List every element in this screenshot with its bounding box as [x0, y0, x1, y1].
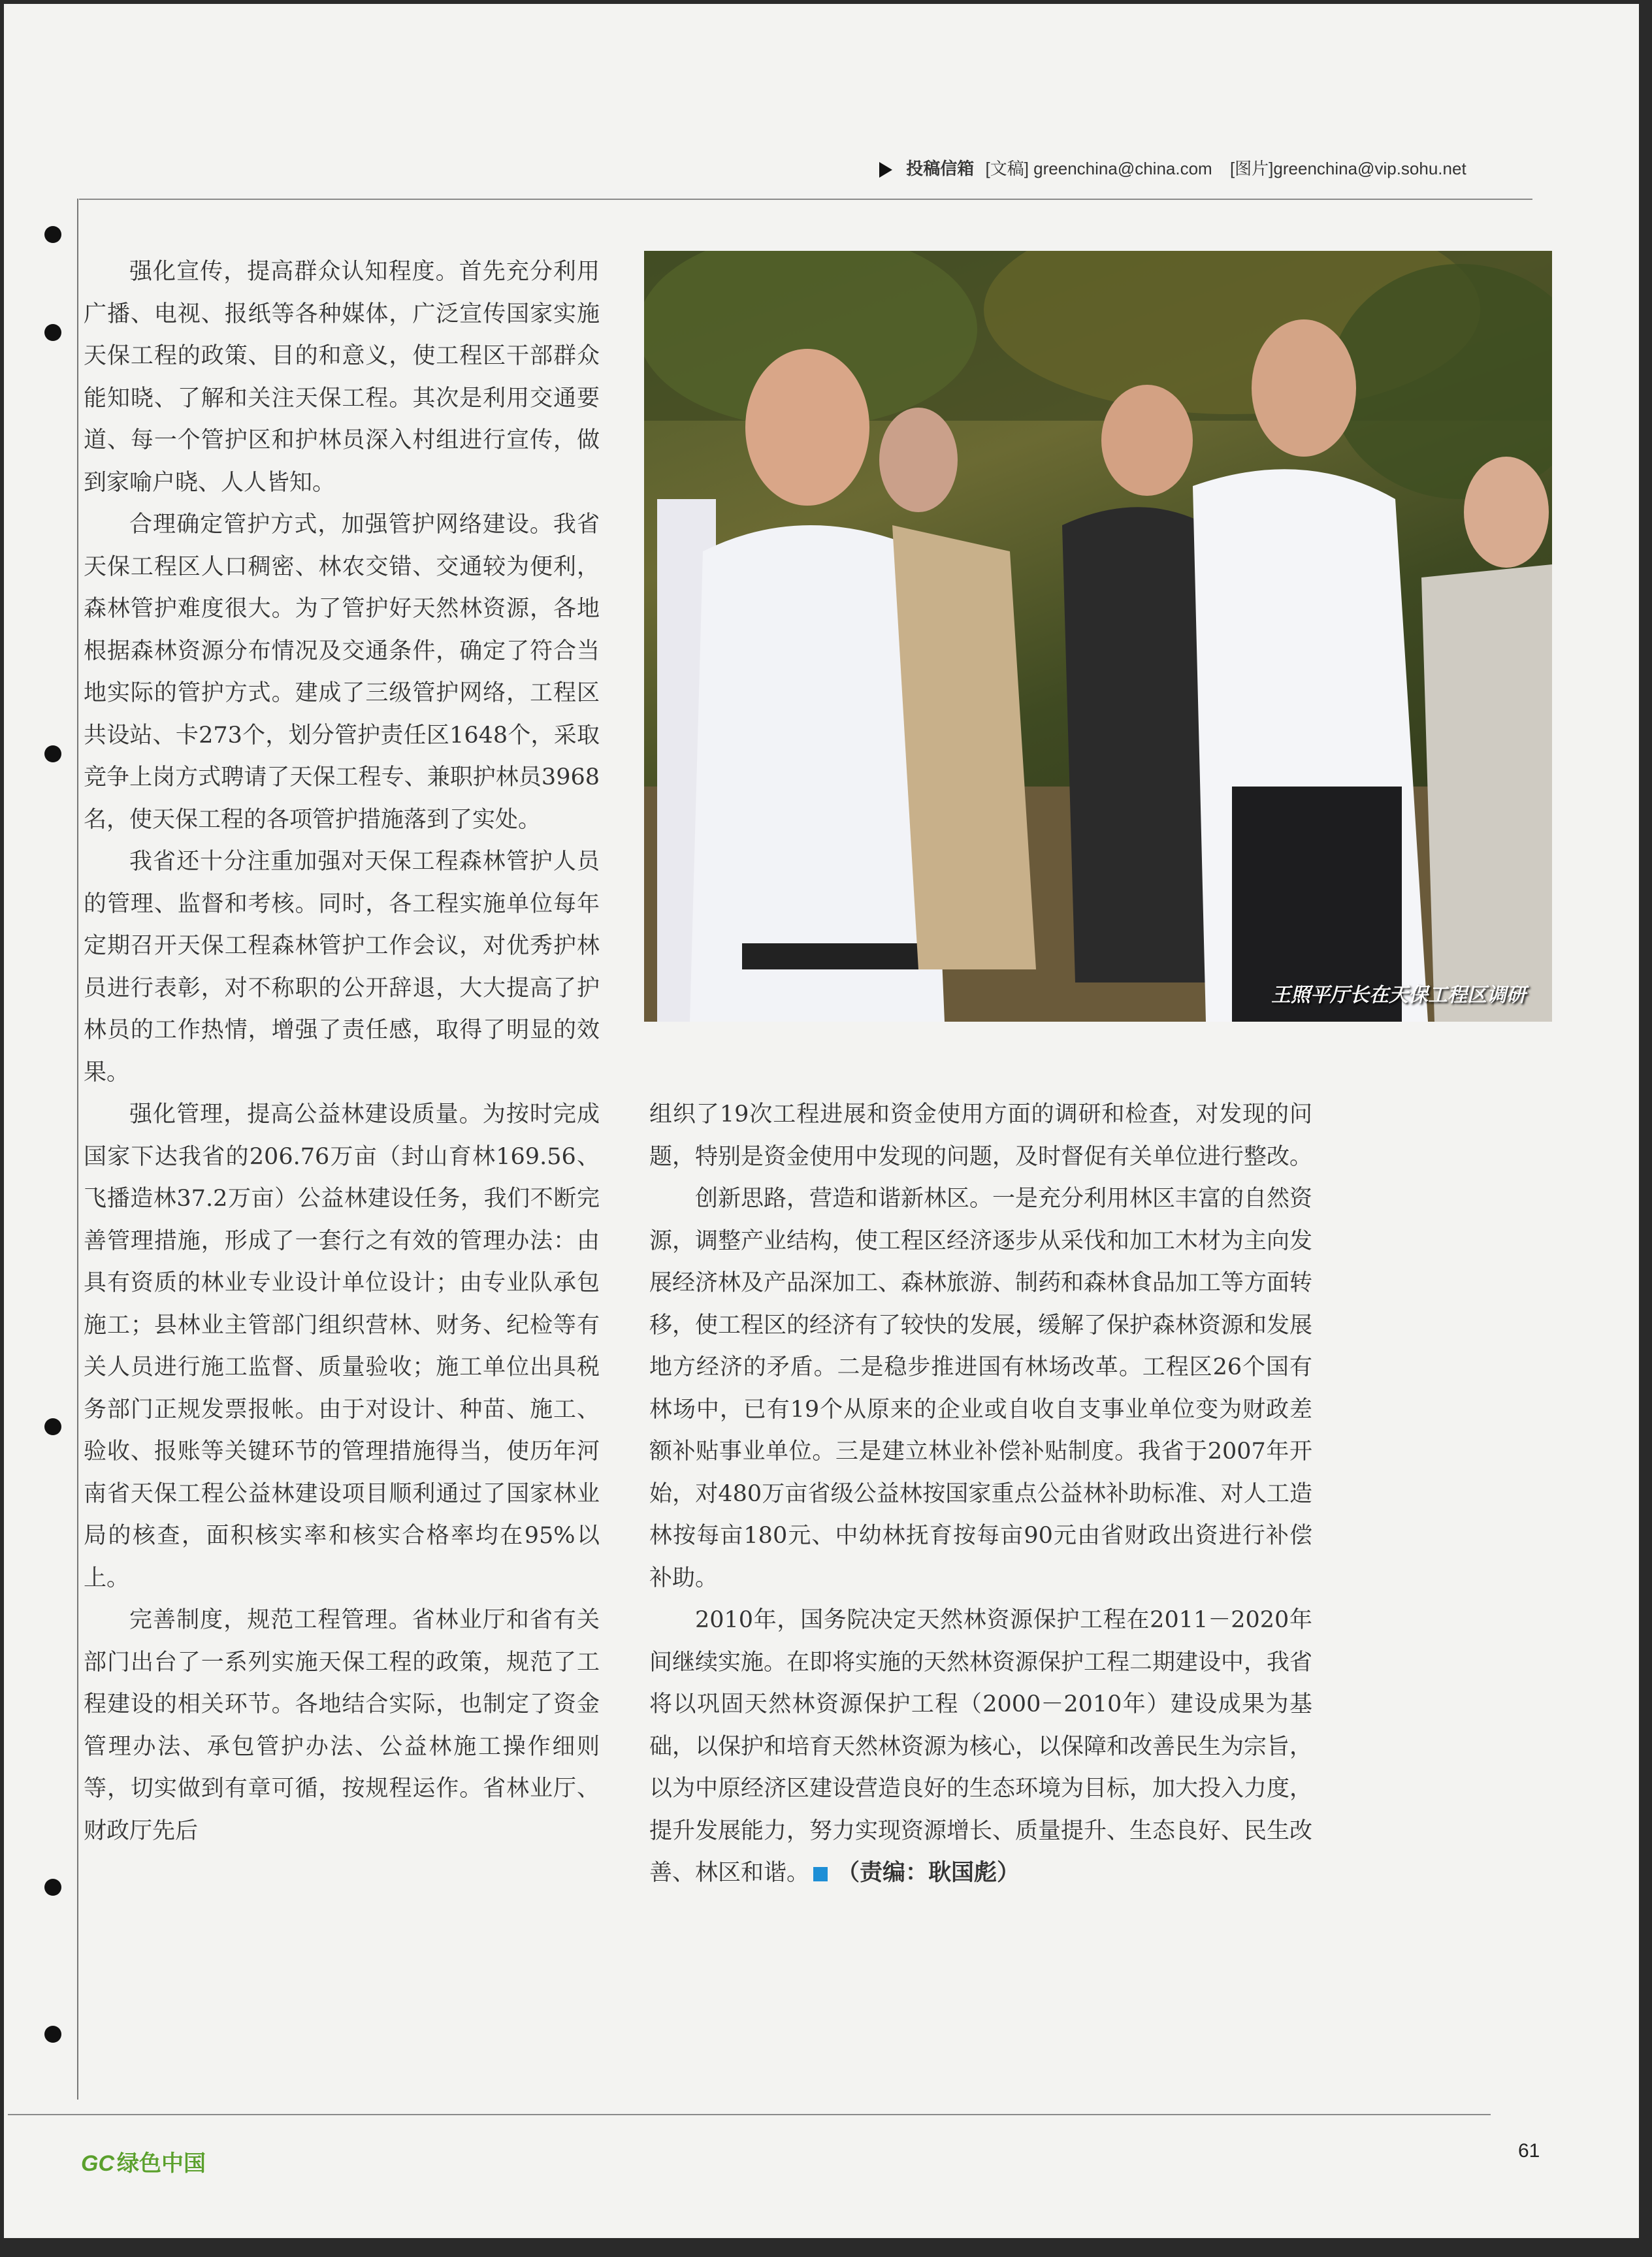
- binder-hole: [44, 1418, 61, 1435]
- binder-hole: [44, 226, 61, 243]
- last-paragraph: [649, 1599, 1312, 1894]
- logo-text: 绿色中国: [117, 2151, 206, 2176]
- photo-caption: 王照平厅长在天保工程区调研: [1271, 984, 1526, 1007]
- editor-note: （责编：耿国彪）: [837, 1859, 1020, 1886]
- paragraph-continuation: 组织了19次工程进展和资金使用方面的调研和检查，对发现的问题，特别是资金使用中发现的问题，及时督促有关单位进行整改。: [649, 1101, 1313, 1170]
- paragraph: 合理确定管护方式，加强管护网络建设。我省天保工程区人口稠密、林农交错、交通较为便利，森林管护难度很大。为了管护好天然林资源，各地根据森林资源分布情况及交通条件，确定了符合当地实际的管护方式。建成了三级管护网络，工程区共设站、卡273个，划分管护责任区1648个，采取竞争上岗方式聘请了天保工程专、兼职护林员3968名，使天保工程的各项管护措施落到了实处。: [84, 511, 600, 833]
- binder-hole: [44, 2026, 61, 2043]
- page-number: 61: [1518, 2140, 1540, 2162]
- paragraph-text: 2010年，国务院决定天然林资源保护工程在2011－2020年间继续实施。在即将实施的天然林资源保护工程二期建设中，我省将以巩固天然林资源保护工程（2000－2010年）建设成果为基础，以保护和培育天然林资源为核心，以保障和改善民生为宗旨，以为中原经济区建设营造良好的生态环境为目标，加大投入力度，提升发展能力，努力实现资源增长、质量提升、生态良好、民生改善、林区和谐。: [649, 1607, 1313, 1886]
- paragraph: 我省还十分注重加强对天保工程森林管护人员的管理、监督和考核。同时，各工程实施单位每年定期召开天保工程森林管护工作会议，对优秀护林员进行表彰，对不称职的公开辞退，大大提高了护林员的工作热情，增强了责任感，取得了明显的效果。: [84, 849, 600, 1086]
- magazine-logo: [81, 2145, 206, 2177]
- submission-header: [879, 155, 1532, 180]
- right-text-column: [649, 1094, 1312, 1894]
- paragraph: 完善制度，规范工程管理。省林业厅和省有关部门出台了一系列实施天保工程的政策，规范了工程建设的相关环节。各地结合实际，也制定了资金管理办法、承包管护办法、公益林施工操作细则等，切实做到有章可循，按规程运作。省林业厅、财政厅先后: [84, 1607, 600, 1844]
- binder-hole: [44, 324, 61, 341]
- binder-hole: [44, 745, 61, 762]
- end-mark-icon: [813, 1867, 828, 1881]
- image-tag: [图片]: [1229, 159, 1274, 178]
- paragraph: 创新思路，营造和谐新林区。一是充分利用林区丰富的自然资源，调整产业结构，使工程区经济逐步从采伐和加工木材为主向发展经济林及产品深加工、森林旅游、制药和森林食品加工等方面转移，使工程区的经济有了较快的发展，缓解了保护森林资源和发展地方经济的矛盾。二是稳步推进国有林场改革。工程区26个国有林场中，已有19个从原来的企业或自收自支事业单位变为财政差额补贴事业单位。三是建立林业补偿补贴制度。我省于2007年开始，对480万亩省级公益林按国家重点公益林补助标准、对人工造林按每亩180元、中幼林抚育按每亩90元由省财政出资进行补偿补助。: [649, 1186, 1313, 1591]
- submission-label: 投稿信箱: [906, 159, 975, 178]
- footer-divider: [8, 2114, 1491, 2115]
- article-photo: [644, 251, 1552, 1022]
- binder-hole: [44, 1879, 61, 1896]
- text-tag: [文稿]: [985, 159, 1029, 178]
- arrow-right-icon: [879, 162, 892, 178]
- logo-mark: GC: [81, 2151, 114, 2176]
- header-divider: [79, 199, 1532, 200]
- image-email[interactable]: greenchina@vip.sohu.net: [1273, 159, 1466, 178]
- left-text-column: [84, 251, 600, 1852]
- margin-line: [77, 199, 78, 2100]
- paragraph: 强化宣传，提高群众认知程度。首先充分利用广播、电视、报纸等各种媒体，广泛宣传国家实施天保工程的政策、目的和意义，使工程区干部群众能知晓、了解和关注天保工程。其次是利用交通要道、每一个管护区和护林员深入村组进行宣传，做到家喻户晓、人人皆知。: [84, 259, 600, 496]
- photo-illustration: [644, 251, 1552, 1022]
- text-email[interactable]: greenchina@china.com: [1033, 159, 1212, 178]
- paragraph: 强化管理，提高公益林建设质量。为按时完成国家下达我省的206.76万亩（封山育林169.56、飞播造林37.2万亩）公益林建设任务，我们不断完善管理措施，形成了一套行之有效的管理办法：由具有资质的林业专业设计单位设计；由专业队承包施工；县林业主管部门组织营林、财务、纪检等有关人员进行施工监督、质量验收；施工单位出具税务部门正规发票报帐。由于对设计、种苗、施工、验收、报账等关键环节的管理措施得当，使历年河南省天保工程公益林建设项目顺利通过了国家林业局的核查，面积核实率和核实合格率均在95%以上。: [84, 1101, 600, 1591]
- magazine-page: [4, 4, 1639, 2238]
